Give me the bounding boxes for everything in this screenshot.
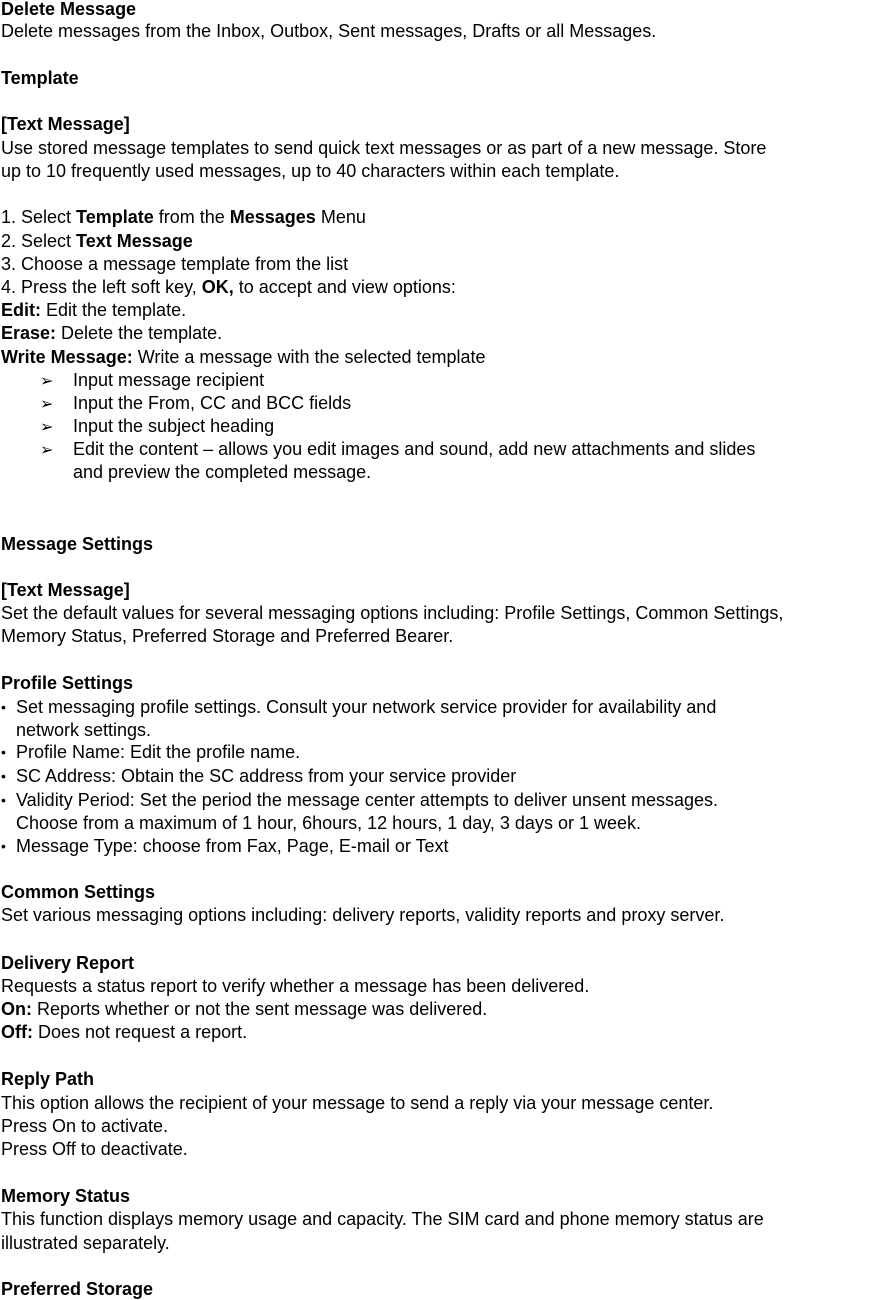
reply-path-line-1: This option allows the recipient of your message to send a reply via your message center. (1, 1093, 714, 1113)
delivery-report-on: On: Reports whether or not the sent message was delivered. (1, 999, 488, 1019)
delivery-report-heading: Delivery Report (1, 953, 135, 973)
profile-settings-heading: Profile Settings (1, 673, 134, 693)
option-erase: Erase: Delete the template. (1, 323, 223, 343)
bullet-icon: • (1, 699, 6, 715)
profile-bullet: SC Address: Obtain the SC address from your service provider (16, 766, 517, 786)
write-item: Input the From, CC and BCC fields (73, 393, 352, 413)
memory-status-heading: Memory Status (1, 1186, 131, 1206)
profile-bullet: Set messaging profile settings. Consult your network service provider for availability and (16, 697, 717, 717)
template-step-2: 2. Select Text Message (1, 231, 193, 251)
template-heading: Template (1, 68, 79, 88)
reply-path-line-2: Press On to activate. (1, 1116, 169, 1136)
common-settings-description: Set various messaging options including: delivery reports, validity reports and proxy server. (1, 905, 725, 925)
write-item: Input message recipient (73, 370, 265, 390)
memory-status-line-1: This function displays memory usage and capacity. The SIM card and phone memory status are (1, 1209, 764, 1229)
message-settings-description-line-2: Memory Status, Preferred Storage and Preferred Bearer. (1, 626, 454, 646)
delete-message-description: Delete messages from the Inbox, Outbox, Sent messages, Drafts or all Messages. (1, 21, 657, 41)
reply-path-line-3: Press Off to deactivate. (1, 1139, 188, 1159)
common-settings-heading: Common Settings (1, 882, 156, 902)
preferred-storage-heading: Preferred Storage (1, 1279, 154, 1299)
delivery-report-description: Requests a status report to verify whether a message has been delivered. (1, 976, 590, 996)
bullet-icon: • (1, 744, 6, 760)
delete-message-heading: Delete Message (1, 0, 137, 19)
write-item: Input the subject heading (73, 416, 275, 436)
arrow-bullet-icon: ➢ (40, 371, 54, 390)
option-write-message: Write Message: Write a message with the selected template (1, 347, 486, 367)
profile-bullet-continuation: Choose from a maximum of 1 hour, 6hours, 12 hours, 1 day, 3 days or 1 week. (16, 813, 641, 833)
template-step-1: 1. Select Template from the Messages Menu (1, 207, 366, 227)
arrow-bullet-icon: ➢ (40, 394, 54, 413)
bullet-icon: • (1, 838, 6, 854)
arrow-bullet-icon: ➢ (40, 440, 54, 459)
write-item-continuation: and preview the completed message. (73, 462, 372, 482)
arrow-bullet-icon: ➢ (40, 417, 54, 436)
template-subheading: [Text Message] (1, 114, 130, 134)
template-step-3: 3. Choose a message template from the list (1, 254, 349, 274)
memory-status-line-2: illustrated separately. (1, 1233, 170, 1253)
message-settings-subheading: [Text Message] (1, 580, 130, 600)
delivery-report-off: Off: Does not request a report. (1, 1022, 248, 1042)
profile-bullet: Message Type: choose from Fax, Page, E-mail or Text (16, 836, 449, 856)
profile-bullet: Validity Period: Set the period the message center attempts to deliver unsent messages. (16, 790, 719, 810)
message-settings-heading: Message Settings (1, 534, 154, 554)
bullet-icon: • (1, 792, 6, 808)
reply-path-heading: Reply Path (1, 1069, 95, 1089)
template-description-line-2: up to 10 frequently used messages, up to 40 characters within each template. (1, 161, 620, 181)
template-description-line-1: Use stored message templates to send quick text messages or as part of a new message. Store (1, 138, 767, 158)
bullet-icon: • (1, 768, 6, 784)
template-step-4: 4. Press the left soft key, OK, to accept and view options: (1, 277, 456, 297)
profile-bullet-continuation: network settings. (16, 720, 152, 740)
message-settings-description-line-1: Set the default values for several messaging options including: Profile Settings, Common Settings, (1, 603, 784, 623)
profile-bullet: Profile Name: Edit the profile name. (16, 742, 301, 762)
write-item: Edit the content – allows you edit images and sound, add new attachments and slides (73, 439, 756, 459)
option-edit: Edit: Edit the template. (1, 300, 187, 320)
